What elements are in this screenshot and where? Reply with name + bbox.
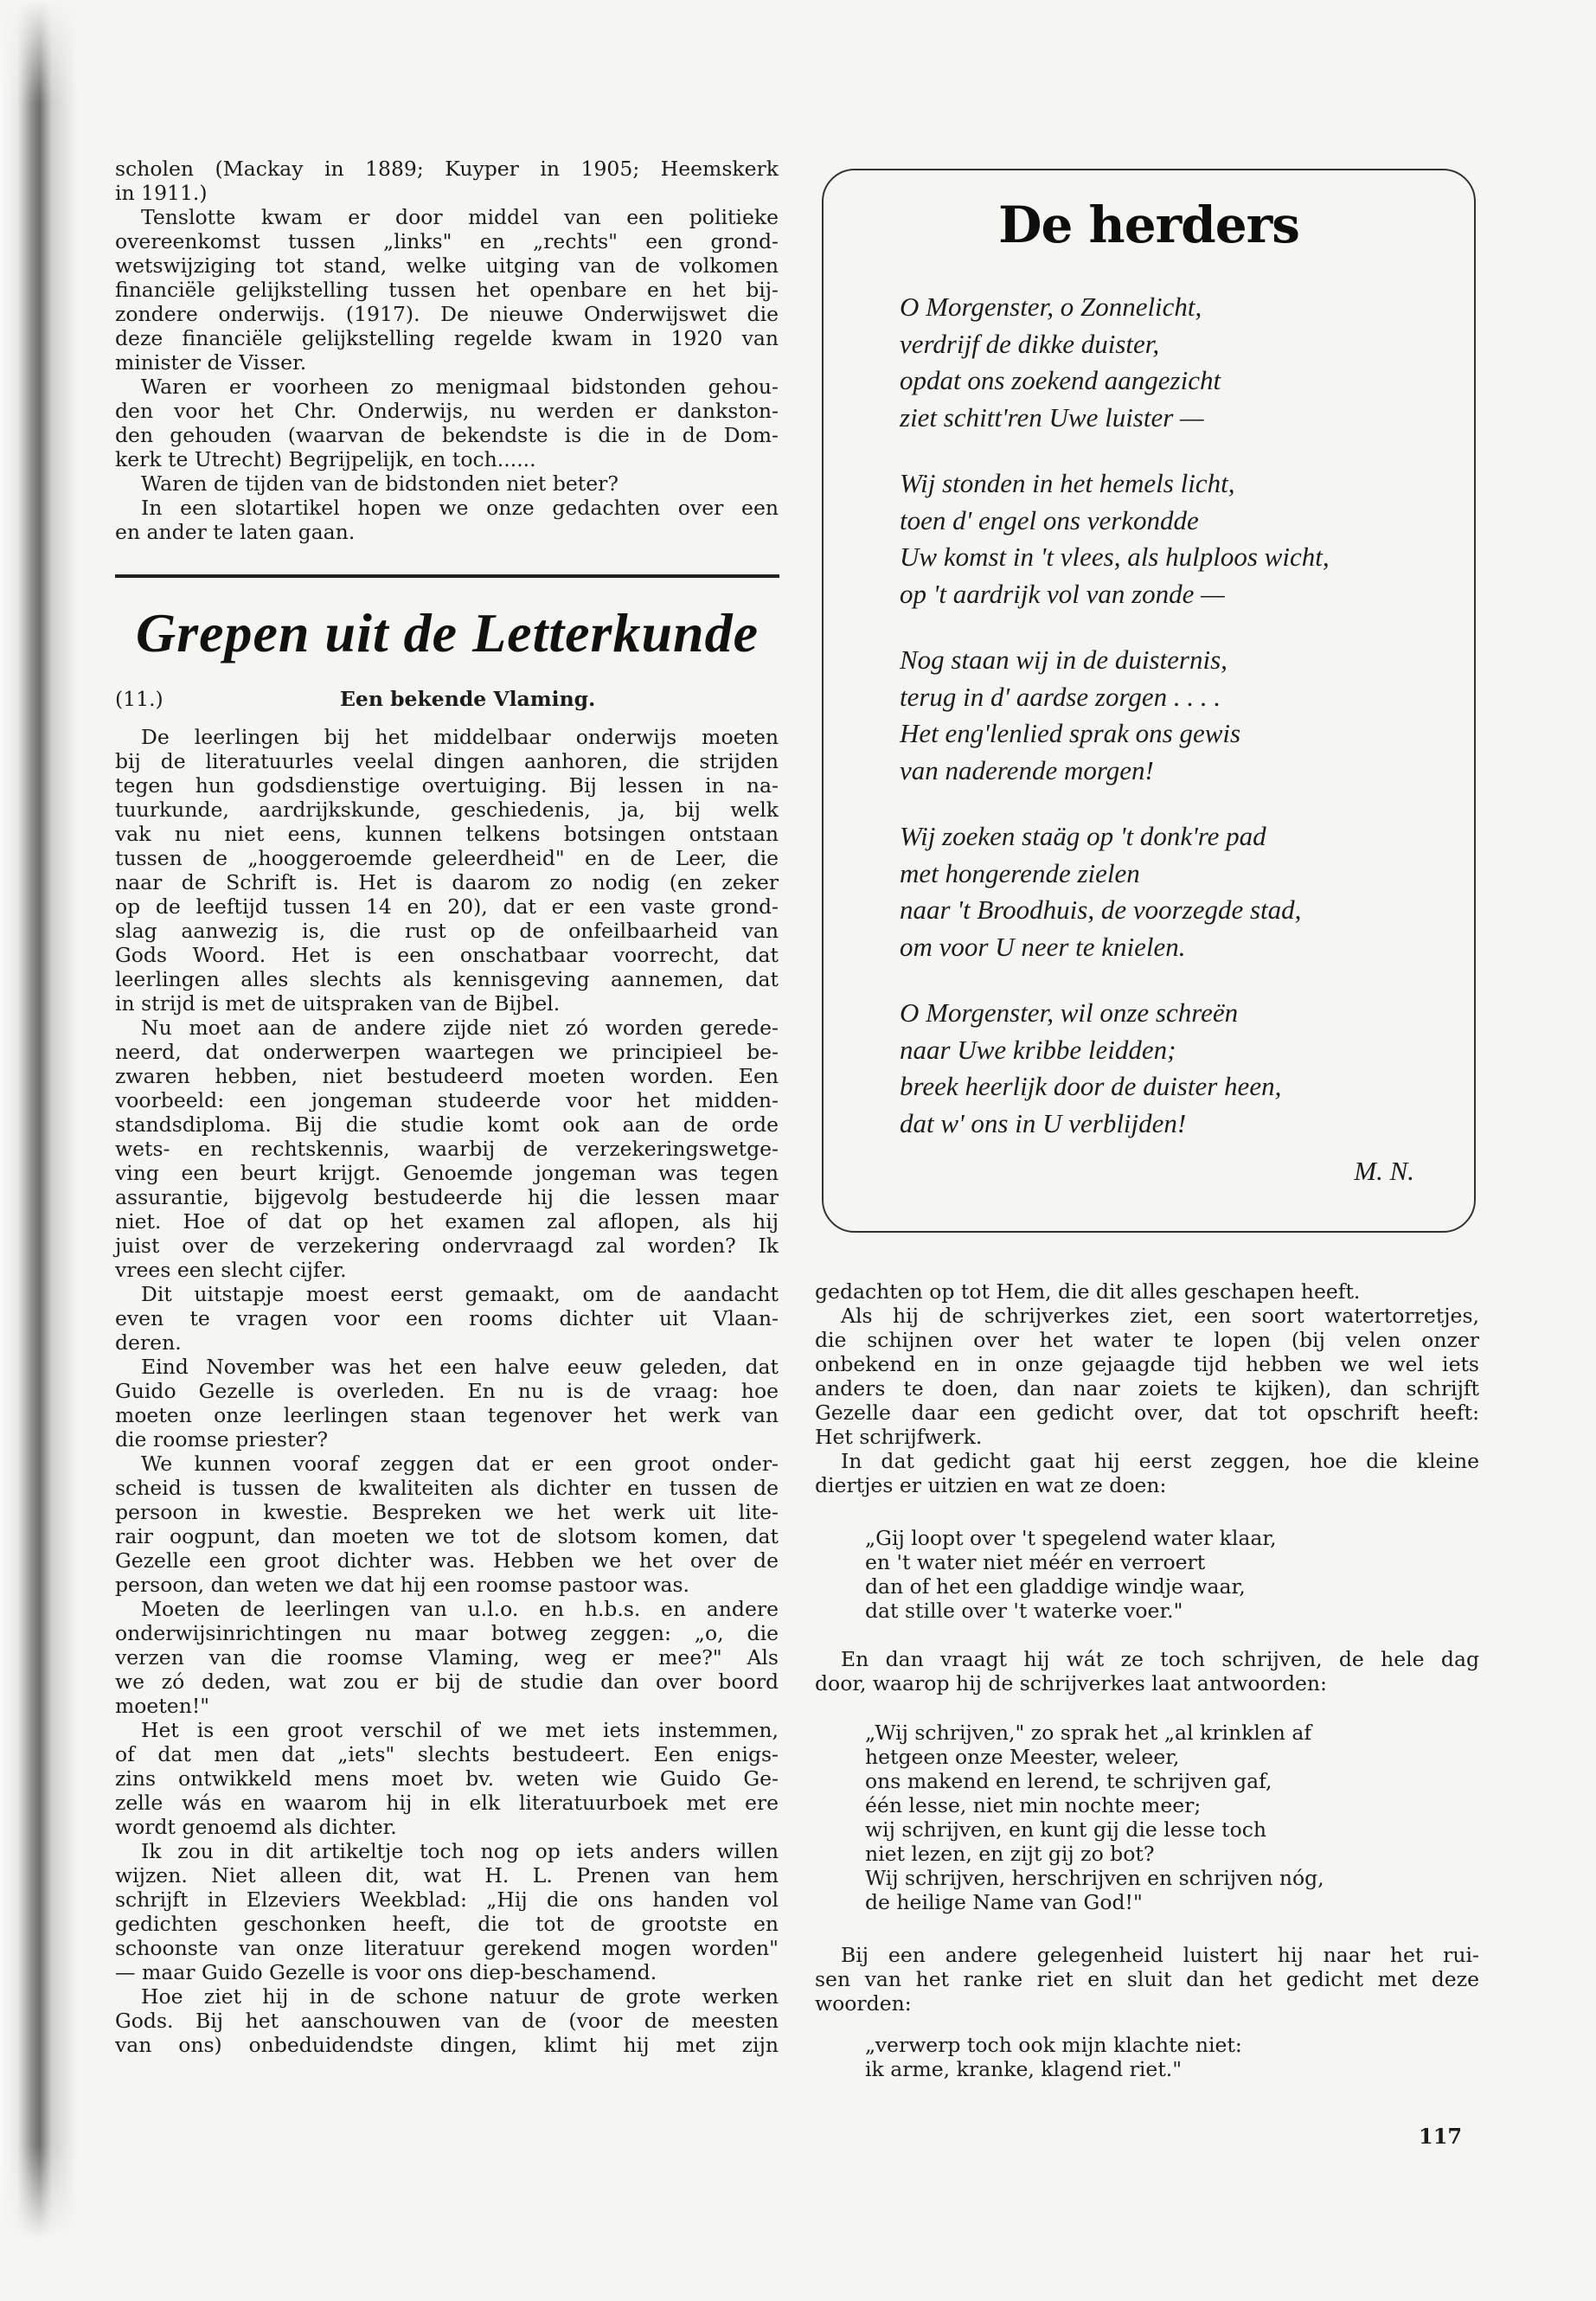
text-line: tussen de „hooggeroemde geleerdheid" en de Leer, die <box>115 846 779 870</box>
text-line: Hoe ziet hij in de schone natuur de grote werken <box>141 1984 779 2009</box>
poem-stanza <box>900 818 1330 965</box>
text-line: den gehouden (waarvan de bekendste is die in de Dom- <box>115 423 779 447</box>
text-line: anders te doen, dan naar zoiets te kijken), dan schrijft <box>815 1376 1479 1400</box>
paragraph <box>115 471 779 496</box>
paragraph <box>115 1597 779 1718</box>
paragraph <box>115 1839 779 1984</box>
paragraph <box>115 1452 779 1597</box>
text-line: standsdiploma. Bij die studie komt ook aan de orde <box>115 1112 779 1137</box>
text-line: één lesse, niet min nochte meer; <box>865 1793 1202 1817</box>
text-line: persoon, dan weten we dat hij een roomse pastoor was. <box>115 1573 690 1597</box>
poem-line: ziet schitt'ren Uwe luister — <box>900 401 1204 433</box>
text-line: op de leeftijd tussen 14 en 20), dat er een vaste grond- <box>115 894 779 919</box>
paragraph <box>115 205 779 375</box>
poem-line: verdrijf de dikke duister, <box>900 328 1160 359</box>
scan-shadow-fade <box>0 0 78 104</box>
poem-line: Uw komst in 't vlees, als hulploos wicht, <box>900 542 1330 572</box>
text-line: gedachten op tot Hem, die dit alles geschapen heeft. <box>815 1279 1361 1304</box>
poem-line: om voor U neer te knielen. <box>900 931 1186 962</box>
poem-line: naar 't Broodhuis, de voorzegde stad, <box>900 894 1302 925</box>
article-body-right <box>815 1943 1479 2016</box>
text-line: In een slotartikel hopen we onze gedachten over een <box>141 496 779 520</box>
text-line: hetgeen onze Meester, weleer, <box>865 1745 1180 1769</box>
text-line: In dat gedicht gaat hij eerst zeggen, hoe die kleine <box>841 1449 1479 1473</box>
paragraph <box>865 1526 1471 1623</box>
text-line: Gods Woord. Het is een onschatbaar voorrecht, dat <box>115 943 779 967</box>
article-body-left <box>115 725 779 2057</box>
paragraph <box>115 1718 779 1839</box>
text-line: ons makend en lerend, te schrijven gaf, <box>865 1769 1272 1793</box>
text-line: naar de Schrift is. Het is daarom zo nodig (en zeker <box>115 870 779 894</box>
text-line: — maar Guido Gezelle is voor ons diep-beschamend. <box>115 1960 657 1984</box>
text-line: En dan vraagt hij wát ze toch schrijven, de hele dag <box>841 1647 1479 1671</box>
text-line: zwaren hebben, niet bestudeerd moeten worden. Een <box>115 1064 779 1088</box>
series-number: (11.) <box>115 687 163 711</box>
poem-line: Wij stonden in het hemels licht, <box>900 468 1235 498</box>
text-line: Waren de tijden van de bidstonden niet beter? <box>141 471 619 496</box>
poem-stanza <box>900 465 1330 612</box>
text-line: wij schrijven, en kunt gij die lesse toch <box>865 1817 1267 1842</box>
text-line: neerd, dat onderwerpen waartegen we principieel be- <box>115 1040 779 1064</box>
poem-line: op 't aardrijk vol van zonde — <box>900 578 1225 609</box>
text-line: schoonste van onze literatuur gerekend mogen worden" <box>115 1936 779 1960</box>
text-line: Guido Gezelle is overleden. En nu is de vraag: hoe <box>115 1379 779 1403</box>
paragraph <box>115 1984 779 2057</box>
quoted-verse <box>865 1721 1471 1914</box>
text-line: tegen hun godsdienstige overtuiging. Bij lessen in na- <box>115 773 779 798</box>
poem-line: terug in d' aardse zorgen . . . . <box>900 681 1221 712</box>
text-line: zelle wás en waarom hij in elk literatuurboek met ere <box>115 1791 779 1815</box>
paragraph <box>815 1304 1479 1449</box>
text-line: rair oogpunt, dan moeten we tot de slotsom komen, dat <box>115 1524 779 1548</box>
text-line: niet lezen, en zijt gij zo bot? <box>865 1842 1155 1866</box>
text-line: scheid is tussen de kwaliteiten als dichter en tussen de <box>115 1476 779 1500</box>
text-line: in 1911.) <box>115 181 208 205</box>
text-line: financiële gelijkstelling tussen het openbare en het bij- <box>115 278 779 302</box>
text-line: even te vragen voor een rooms dichter uit Vlaan- <box>115 1306 779 1330</box>
poem-signature: M. N. <box>1354 1156 1414 1186</box>
page-number: 117 <box>1419 2124 1463 2149</box>
text-line: Nu moet aan de andere zijde niet zó worden gerede- <box>141 1016 779 1040</box>
poem-line: opdat ons zoekend aangezicht <box>900 365 1221 395</box>
section-heading: Grepen uit de Letterkunde <box>135 602 760 663</box>
poem-stanza <box>900 642 1330 789</box>
text-line: moeten!" <box>115 1694 210 1718</box>
text-line: die roomse priester? <box>115 1427 329 1452</box>
paragraph <box>865 1721 1471 1914</box>
text-line: „Wij schrijven," zo sprak het „al krinklen af <box>865 1721 1312 1745</box>
text-line: verzen van die roomse Vlaming, weg er mee?" Als <box>115 1645 779 1670</box>
text-line: We kunnen vooraf zeggen dat er een groot onder- <box>141 1452 779 1476</box>
text-line: en 't water niet méér en verroert <box>865 1550 1206 1574</box>
text-line: dan of het een gladdige windje waar, <box>865 1574 1246 1599</box>
poem-line: breek heerlijk door de duister heen, <box>900 1071 1282 1101</box>
poem-line: O Morgenster, o Zonnelicht, <box>900 292 1202 322</box>
text-line: zins ontwikkeld mens moet bv. weten wie Guido Ge- <box>115 1766 779 1791</box>
text-line: Gezelle een groot dichter was. Hebben we het over de <box>115 1548 779 1573</box>
paragraph <box>815 1647 1479 1695</box>
text-line: diertjes er uitzien en wat ze doen: <box>815 1473 1167 1497</box>
text-line: Wij schrijven, herschrijven en schrijven nóg, <box>865 1866 1324 1890</box>
text-line: Gods. Bij het aanschouwen van de (voor de meesten <box>115 2009 779 2033</box>
poem-line: Nog staan wij in de duisternis, <box>900 644 1227 675</box>
paragraph <box>815 1279 1479 1304</box>
text-line: tuurkunde, aardrijkskunde, geschiedenis, ja, bij welk <box>115 798 779 822</box>
paragraph <box>815 1449 1479 1497</box>
quoted-verse <box>865 1526 1471 1623</box>
text-line: assurantie, bijgevolg bestudeerde hij die lessen maar <box>115 1185 779 1209</box>
text-line: Ik zou in dit artikeltje toch nog op iets anders willen <box>141 1839 779 1863</box>
text-line: die schijnen over het water te lopen (bij velen onzer <box>815 1328 1479 1352</box>
text-line: persoon in kwestie. Bespreken we het werk uit lite- <box>115 1500 779 1524</box>
text-line: ving een beurt krijgt. Genoemde jongeman was tegen <box>115 1161 779 1185</box>
text-line: en ander te laten gaan. <box>115 520 356 544</box>
text-line: wetswijziging tot stand, welke uitging van de volkomen <box>115 253 779 278</box>
text-line: overeenkomst tussen „links" en „rechts" een grond- <box>115 229 779 253</box>
text-line: den voor het Chr. Onderwijs, nu werden er dankston- <box>115 399 779 423</box>
text-line: Waren er voorheen zo menigmaal bidstonden gehou- <box>141 375 779 399</box>
text-line: leerlingen alles slechts als kennisgeving aannemen, dat <box>115 967 779 991</box>
paragraph <box>815 1943 1479 2016</box>
text-line: wordt genoemd als dichter. <box>115 1815 397 1839</box>
poem-stanza <box>900 289 1330 436</box>
text-line: gedichten geschonken heeft, die tot de grootste en <box>115 1912 779 1936</box>
poem-body <box>900 289 1330 1171</box>
text-line: Dit uitstapje moest eerst gemaakt, om de aandacht <box>141 1282 779 1306</box>
text-line: „verwerp toch ook mijn klachte niet: <box>865 2033 1242 2057</box>
text-line: Als hij de schrijverkes ziet, een soort watertorretjes, <box>841 1304 1479 1328</box>
text-line: of dat men dat „iets" slechts bestudeert. Een enigs- <box>115 1742 779 1766</box>
text-line: Gezelle daar een gedicht over, dat tot opschrift heeft: <box>815 1400 1479 1425</box>
poem-stanza <box>900 995 1330 1142</box>
text-line: deze financiële gelijkstelling regelde kwam in 1920 van <box>115 326 779 350</box>
text-line: woorden: <box>815 1991 912 2016</box>
poem-line: naar Uwe kribbe leidden; <box>900 1034 1176 1065</box>
text-line: bij de literatuurles veelal dingen aanhoren, die strijden <box>115 749 779 773</box>
text-line: minister de Visser. <box>115 350 307 375</box>
text-line: zondere onderwijs. (1917). De nieuwe Onderwijswet die <box>115 302 779 326</box>
poem-line: van naderende morgen! <box>900 754 1154 785</box>
paragraph <box>115 496 779 544</box>
article-continuation <box>115 157 779 544</box>
text-line: Moeten de leerlingen van u.l.o. en h.b.s. en andere <box>141 1597 779 1621</box>
text-line: onbekend en in onze gejaagde tijd hebben we wel iets <box>815 1352 1479 1376</box>
poem-line: dat w' ons in U verblijden! <box>900 1107 1187 1138</box>
section-divider <box>115 574 779 578</box>
poem-line: Het eng'lenlied sprak ons gewis <box>900 718 1241 748</box>
text-line: De leerlingen bij het middelbaar onderwijs moeten <box>141 725 779 749</box>
text-line: deren. <box>115 1330 182 1355</box>
poem-line: met hongerende zielen <box>900 857 1140 888</box>
text-line: door, waarop hij de schrijverkes laat antwoorden: <box>815 1671 1327 1695</box>
text-line: Tenslotte kwam er door middel van een politieke <box>141 205 779 229</box>
text-line: we zó deden, wat zou er bij de studie dan over boord <box>115 1670 779 1694</box>
quoted-verse <box>865 2033 1471 2081</box>
paragraph <box>115 375 779 471</box>
paragraph <box>115 1282 779 1355</box>
paragraph <box>115 157 779 205</box>
text-line: Het is een groot verschil of we met iets instemmen, <box>141 1718 779 1742</box>
text-line: slag aanwezig is, die rust op de onfeilbaarheid van <box>115 919 779 943</box>
text-line: voorbeeld: een jongeman studeerde voor het midden- <box>115 1088 779 1112</box>
poem-title: De herders <box>998 195 1299 254</box>
text-line: dat stille over 't waterke voer." <box>865 1599 1183 1623</box>
paragraph <box>115 1016 779 1282</box>
paragraph <box>115 1355 779 1452</box>
text-line: juist over de verzekering ondervraagd zal worden? Ik <box>115 1234 779 1258</box>
article-body-right <box>815 1279 1479 1497</box>
paragraph <box>865 2033 1471 2081</box>
text-line: in strijd is met de uitspraken van de Bijbel. <box>115 991 561 1016</box>
text-line: wijzen. Niet alleen dit, wat H. L. Prenen van hem <box>115 1863 779 1888</box>
article-title: Een bekende Vlaming. <box>340 687 596 711</box>
text-line: onderwijsinrichtingen nu maar botweg zeggen: „o, die <box>115 1621 779 1645</box>
text-line: Bij een andere gelegenheid luistert hij naar het rui- <box>841 1943 1479 1967</box>
scan-binding-shadow <box>0 0 78 2301</box>
text-line: moeten onze leerlingen staan tegenover het werk van <box>115 1403 779 1427</box>
text-line: kerk te Utrecht) Begrijpelijk, en toch...... <box>115 447 536 471</box>
text-line: van ons) onbeduidendste dingen, klimt hij met zijn <box>115 2033 779 2057</box>
text-line: sen van het ranke riet en sluit dan het gedicht met deze <box>815 1967 1479 1991</box>
text-line: „Gij loopt over 't spegelend water klaar, <box>865 1526 1277 1550</box>
text-line: vrees een slecht cijfer. <box>115 1258 347 1282</box>
text-line: ik arme, kranke, klagend riet." <box>865 2057 1183 2081</box>
article-body-right <box>815 1647 1479 1695</box>
poem-line: O Morgenster, wil onze schreën <box>900 997 1239 1028</box>
text-line: vak nu niet eens, kunnen telkens botsingen ontstaan <box>115 822 779 846</box>
scan-shadow-fade <box>0 2145 78 2301</box>
text-line: niet. Hoe of dat op het examen zal aflopen, als hij <box>115 1209 779 1234</box>
text-line: wets- en rechtskennis, waarbij de verzekeringswetge- <box>115 1137 779 1161</box>
poem-line: Wij zoeken staäg op 't donk're pad <box>900 821 1266 851</box>
text-line: de heilige Name van God!" <box>865 1890 1143 1914</box>
poem-line: toen d' engel ons verkondde <box>900 504 1199 535</box>
paragraph <box>115 725 779 1016</box>
text-line: Eind November was het een halve eeuw geleden, dat <box>141 1355 779 1379</box>
text-line: Het schrijfwerk. <box>815 1425 983 1449</box>
text-line: schrijft in Elzeviers Weekblad: „Hij die ons handen vol <box>115 1888 779 1912</box>
text-line: scholen (Mackay in 1889; Kuyper in 1905; Heemskerk <box>115 157 779 181</box>
